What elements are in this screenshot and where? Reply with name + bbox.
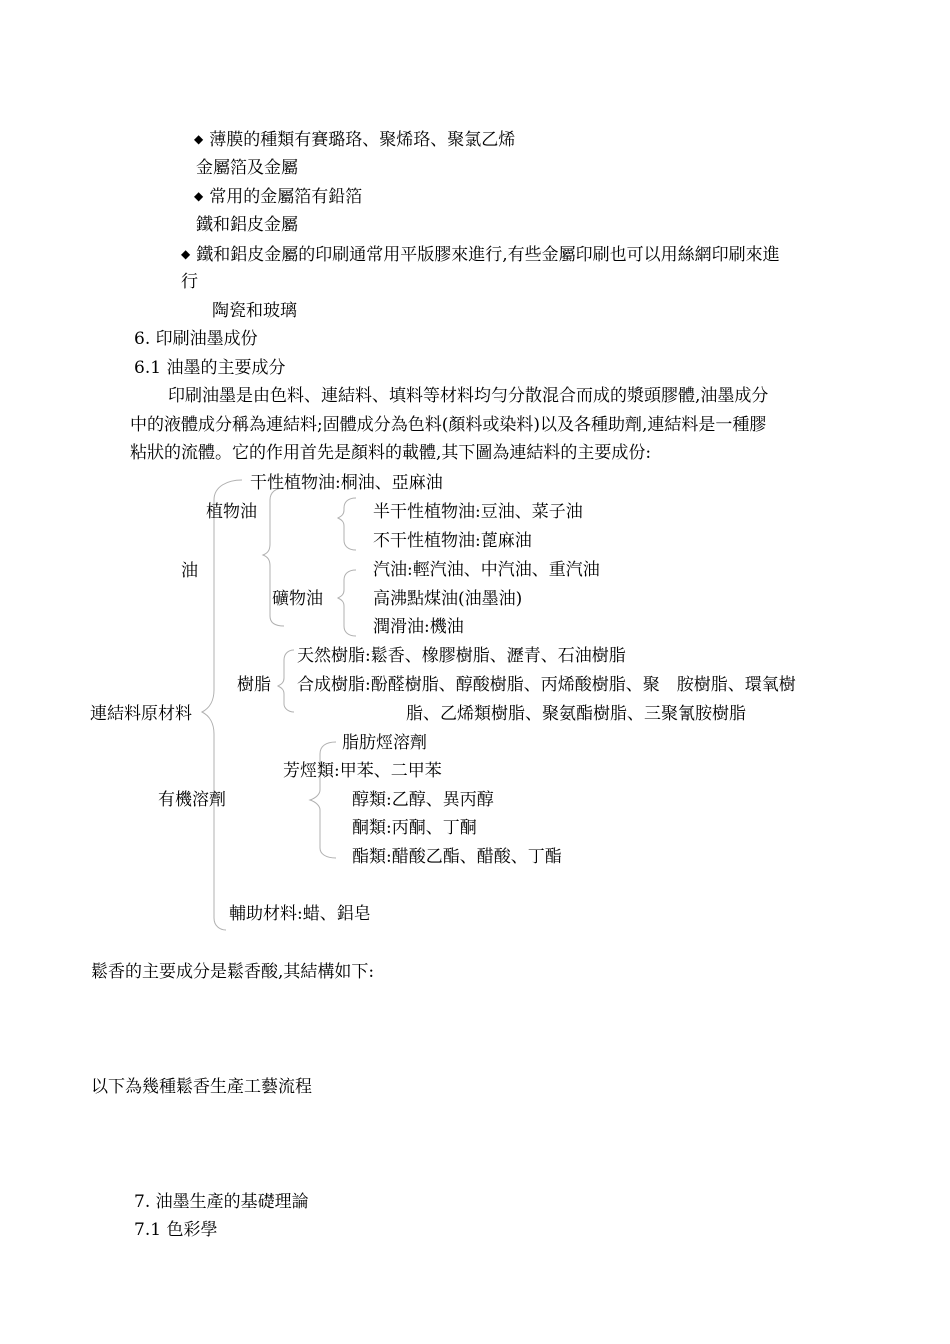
diagram-node-oil: 油 [181,561,198,581]
diagram-leaf: 醇類:乙醇、異丙醇 [352,790,494,810]
diagram-leaf: 汽油:輕汽油、中汽油、重汽油 [373,560,600,580]
min-brace [338,570,356,636]
root-brace [202,480,242,930]
paragraph-line: 鬆香的主要成分是鬆香酸,其結構如下: [91,962,375,982]
paragraph-line: 中的液體成分稱為連結料;固體成分為色料(顏料或染料)以及各種助劑,連結料是一種膠 [130,415,767,435]
diagram-root: 連結料原材料 [90,704,192,724]
diagram-leaf: 半干性植物油:豆油、菜子油 [373,502,583,522]
list-item-continuation: 行 [181,272,198,292]
list-item: ◆ 常用的金屬箔有鉛箔 [194,187,363,207]
diagram-leaf: 酮類:丙酮、丁酮 [352,818,477,838]
section-heading: 6. 印刷油墨成份 [134,329,258,349]
section-subheading: 7.1 色彩學 [134,1220,218,1240]
subheading: 鐵和鋁皮金屬 [196,215,298,235]
diagram-node-resin: 樹脂 [237,675,271,695]
diagram-leaf: 脂肪烴溶劑 [342,733,427,753]
diamond-bullet-icon: ◆ [194,189,204,203]
diagram-leaf: 合成樹脂:酚醛樹脂、醇酸樹脂、丙烯酸樹脂、聚 胺樹脂、環氧樹 [297,675,796,695]
diagram-leaf: 不干性植物油:蓖麻油 [373,531,532,551]
diagram-leaf: 酯類:醋酸乙酯、醋酸、丁酯 [352,847,562,867]
diagram-node-organic-solvent: 有機溶劑 [158,790,226,810]
diamond-bullet-icon: ◆ [181,247,191,261]
subheading: 陶瓷和玻璃 [212,301,297,321]
veg-brace [338,498,356,550]
list-item: ◆ 鐵和鋁皮金屬的印刷通常用平版膠來進行,有些金屬印刷也可以用絲網印刷來進 [181,245,780,265]
diagram-leaf: 高沸點煤油(油墨油) [373,589,523,609]
section-heading: 7. 油墨生產的基礎理論 [134,1192,309,1212]
subheading: 金屬箔及金屬 [196,158,298,178]
paragraph-line: 印刷油墨是由色料、連結料、填料等材料均勻分散混合而成的漿頭膠體,油墨成分 [168,386,769,406]
diagram-node-auxiliary: 輔助材料:蜡、鋁皂 [229,904,371,924]
resin-brace [278,650,294,712]
diagram-leaf: 芳烴類:甲苯、二甲苯 [283,761,442,781]
diamond-bullet-icon: ◆ [194,132,204,146]
diagram-leaf: 干性植物油:桐油、亞麻油 [250,473,443,493]
diagram-leaf: 天然樹脂:鬆香、橡膠樹脂、瀝青、石油樹脂 [297,646,626,666]
diagram-leaf: 潤滑油:機油 [373,617,464,637]
paragraph-line: 以下為幾種鬆香生產工藝流程 [91,1077,312,1097]
diagram-node-mineral-oil: 礦物油 [272,589,323,609]
diagram-leaf: 脂、乙烯類樹脂、聚氨酯樹脂、三聚氰胺樹脂 [406,704,746,724]
paragraph-line: 粘狀的流體。它的作用首先是顏料的載體,其下圖為連結料的主要成份: [130,443,652,463]
list-item: ◆ 薄膜的種類有賽璐珞、聚烯珞、聚氯乙烯 [194,130,516,150]
diagram-node-vegetable-oil: 植物油 [206,502,257,522]
section-subheading: 6.1 油墨的主要成分 [134,358,286,378]
